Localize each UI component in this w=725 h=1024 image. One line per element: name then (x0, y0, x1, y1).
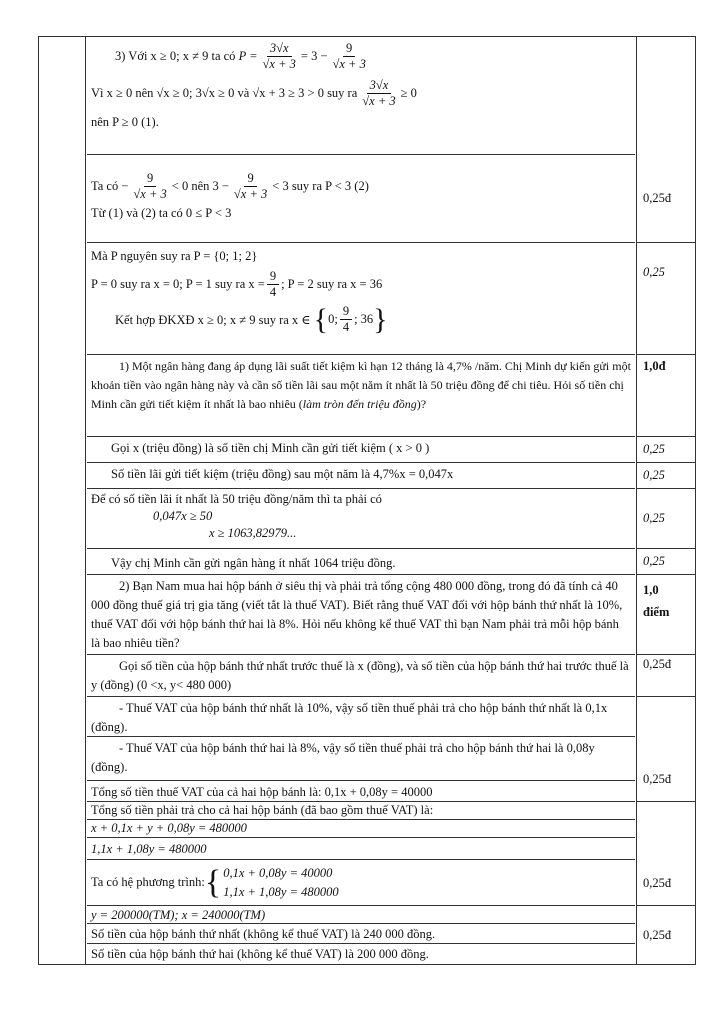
score-cell: 0,25đ (637, 802, 695, 906)
equation-system: { 0,1x + 0,08y = 40000 1,1x + 1,08y = 480000 (204, 863, 339, 901)
solution-row-let-x: Gọi x (triệu đồng) là số tiền chị Minh cần gửi tiết kiệm ( x > 0 ) (87, 437, 635, 463)
solution-set: { 0; $\frac{9}{4}$ ; 36 } (313, 302, 388, 336)
solution-row-vat-total: Tổng số tiền thuế VAT của cả hai hộp bánh là: 0,1x + 0,08y = 40000 (87, 781, 635, 802)
solution-row-total-paid: Tổng số tiền phải trả cho cả hai hộp bánh (đã bao gồm thuế VAT) là: (87, 802, 635, 820)
fraction: $\frac{3√x}{√x + 3}$ (262, 41, 296, 71)
condition-text: 3) Với x ≥ 0; x ≠ 9 ta có (115, 49, 236, 63)
fraction: $\frac{9}{√x + 3}$ (332, 41, 366, 71)
solution-row-conclusion: Vậy chị Minh cần gửi ngân hàng ít nhất 1064 triệu đồng. (87, 549, 635, 575)
fraction: $\frac{9}{√x + 3}$ (233, 171, 268, 201)
solution-row-let-xy: Gọi số tiền của hộp bánh thứ nhất trước thuế là x (đồng), và số tiền của hộp bánh thứ hai trước thuế là y (đồng) (0 <x, y< 480 000) (87, 655, 635, 697)
problem-2-statement: 2) Bạn Nam mua hai hộp bánh ở siêu thị và phải trả tổng cộng 480 000 đồng, trong đó đã tính cả 40 000 đồng thuế giá trị gia tăng (viết tắt là thuế VAT). Biết rằng thuế VAT đối với hộp bánh thứ nhất là 10%, thuế VAT đối với hộp bánh thứ hai là 8%. Hỏi nếu không kể thuế VAT thì bạn Nam phải trả mỗi hộp bánh là bao nhiêu tiền? (87, 575, 635, 655)
answer-line-box-1: Số tiền của hộp bánh thứ nhất (không kể thuế VAT) là 240 000 đồng. (87, 924, 635, 944)
score-cell: 0,25đ (637, 655, 695, 697)
equation-line: 1,1x + 1,08y = 480000 (87, 838, 635, 860)
question-number-column (39, 37, 86, 964)
solution-row-result: y = 200000(TM); x = 240000(TM) (87, 906, 635, 924)
solution-row-p-nonnegative (87, 37, 635, 155)
score-cell: 0,25đ (637, 155, 695, 243)
solution-row-vat-2: - Thuế VAT của hộp bánh thứ hai là 8%, vậy số tiền thuế phải trả cho hộp bánh thứ hai là 0,08y (đồng). (87, 737, 635, 781)
solution-row-system: Ta có hệ phương trình: { 0,1x + 0,08y = 40000 1,1x + 1,08y = 480000 (87, 860, 635, 906)
solution-row-inequality: Để có số tiền lãi ít nhất là 50 triệu đồng/năm thì ta phải có 0,047x ≥ 50 x ≥ 1063,82979... (87, 489, 635, 549)
problem-1-statement: 1) Một ngân hàng đang áp dụng lãi suất tiết kiệm kì hạn 12 tháng là 4,7% /năm. Chị Minh dự kiến gửi một khoản tiền vào ngân hàng này và cần số tiền lãi sau một năm ít nhất là 50 triệu đồng để chi tiêu. Hỏi số tiền chị Minh cần gửi tiết kiệm ít nhất là bao nhiêu (làm tròn đến triệu đồng)? (87, 355, 635, 437)
fraction: $\frac{9}{√x + 3}$ (133, 171, 167, 201)
solution-row-interest: Số tiền lãi gửi tiết kiệm (triệu đồng) sau một năm là 4,7%x = 0,047x (87, 463, 635, 489)
solution-row-integer-p: Mà P nguyên suy ra P = {0; 1; 2} P = 0 suy ra x = 0; P = 1 suy ra x = $\frac{9}{4}$ ; P = 2 suy ra x = 36 Kết hợp ĐKXĐ x ≥ 0; x ≠ 9 suy ra x ∈ { 0; $\frac{9}{4}$ ; 36 } (87, 243, 635, 355)
fraction: $\frac{3√x}{√x + 3}$ (362, 78, 396, 108)
score-cell: 0,25đ (643, 927, 672, 942)
score-cell: 0,25 (637, 463, 695, 489)
answer-line-box-2: Số tiền của hộp bánh thứ hai (không kể thuế VAT) là 200 000 đồng. (91, 947, 429, 961)
fraction: $\frac{9}{4}$ (267, 269, 279, 300)
score-cell: 0,25 (637, 549, 695, 575)
solution-row-vat-1: - Thuế VAT của hộp bánh thứ nhất là 10%, vậy số tiền thuế phải trả cho hộp bánh thứ nhất là 0,1x (đồng). (87, 697, 635, 737)
score-cell: 0,25 (637, 437, 695, 463)
conclusion-line: nên P ≥ 0 (1). (91, 115, 159, 129)
p-label: P = (238, 49, 258, 63)
score-cell: 1,0đ (637, 355, 695, 437)
p-expression-line: 3) Với x ≥ 0; x ≠ 9 ta có P = $\frac{3√x}{√x + 3}$ = 3 − $\frac{9}{√x + 3}$ (91, 41, 631, 72)
score-cell: 0,25đ (637, 697, 695, 802)
score-cell: 0,25 (637, 489, 695, 549)
score-cell: 1,0 điểm (637, 575, 695, 655)
solution-row-p-less-than-3: Ta có − $\frac{9}{√x + 3}$ < 0 nên 3 − $\frac{9}{√x + 3}$ < 3 suy ra P < 3 (2) Từ (1) và (2) ta có 0 ≤ P < 3 (87, 155, 635, 243)
score-cell: 0,25 (637, 190, 695, 355)
answer-table (38, 36, 696, 965)
reasoning-line: Vì x ≥ 0 nên √x ≥ 0; 3√x ≥ 0 và √x + 3 ≥ 3 > 0 suy ra $\frac{3√x}{√x + 3}$ ≥ 0 (91, 78, 417, 108)
equation-line: x + 0,1x + y + 0,08y = 480000 (87, 820, 635, 838)
